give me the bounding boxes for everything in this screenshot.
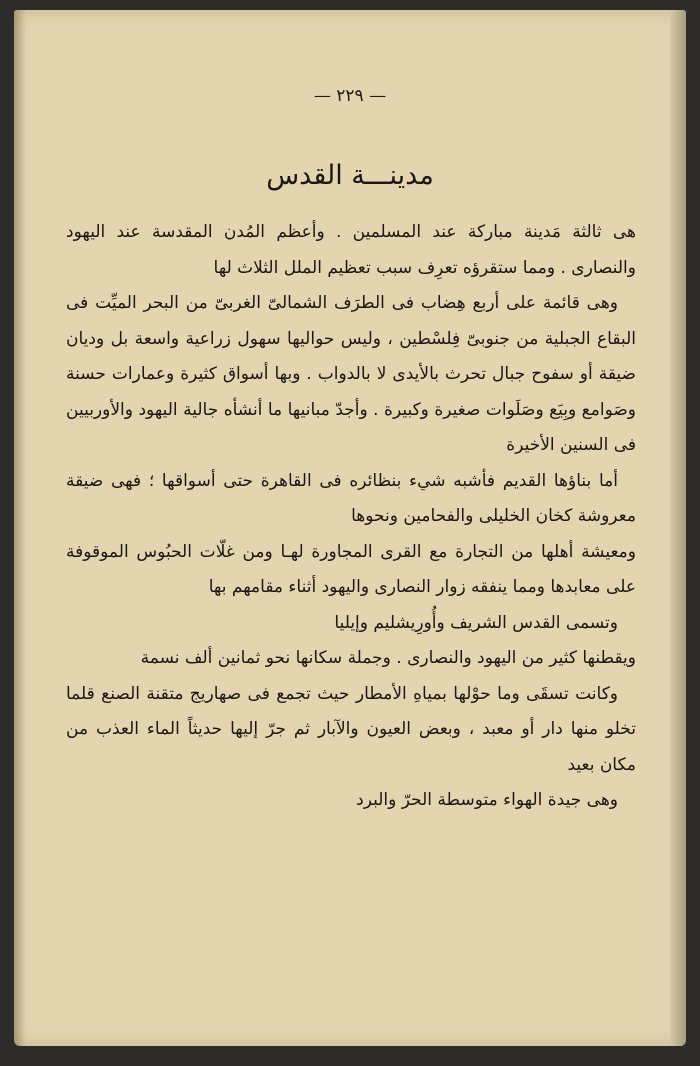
paragraph-7: وكانت تسقَى وما حوْلها بمياهِ الأمطار حيث تجمع فى صهاريج متقنة الصنع قلما تخلو منها دار أو معبد ، وبعض العيون والآبار ثم جرّ إليها حديثاً الماء العذب من مكان بعيد [66,683,636,775]
body-text [66,215,636,819]
paragraph-8: وهى جيدة الهواء متوسطة الحرّ والبرد [356,790,618,810]
paragraph-4: ومعيشة أهلها من التجارة مع القرى المجاورة لهـا ومن غلّات الحبُوس الموقوفة على معابدها ومما ينفقه زوار النصارى واليهود أثناء مقامهم بها [66,541,636,597]
paragraph-6: ويقطنها كثير من اليهود والنصارى . وجملة سكانها نحو ثمانين ألف نسمة [140,648,636,668]
paragraph-2: وهى قائمة على أربع هِضاب فى الطرَف الشمالىّ الغربىّ من البحر الميِّت فى البقاع الجبلية من جنوبىّ فِلسْطين ، وليس حواليها سهول زراعية واسعة بل وديان ضيقة أو سفوح جبال تحرث بالأيدى لا بالدواب . وبها أسواق كثيرة وعمارات حسنة وصَوامع وبِيَع وصَلَوات صغيرة وكبيرة . وأجدّ مبانيها ما أنشأه جالية اليهود والأوربيين فى السنين الأخيرة [66,293,636,455]
page-number: — ٢٢٩ — [313,86,387,106]
page-title: مدينـــة القدس [266,160,434,191]
paragraph-1: هى ثالثة مَدينة مباركة عند المسلمين . وأعظم المُدن المقدسة عند اليهود والنصارى . ومما ستقرؤه تعرِف سبب تعظيم الملل الثلاث لها [66,222,636,278]
paper-sheet [14,10,686,1046]
paragraph-3: أما بناؤها القديم فأشبه شيء بنظائره فى القاهرة حتى أسواقها ؛ فهى ضيقة معروشة كخان الخليلى والفحامين ونحوها [66,470,636,526]
paragraph-5: وتسمى القدس الشريف وأُورِيشليم وإيليا [334,612,618,633]
